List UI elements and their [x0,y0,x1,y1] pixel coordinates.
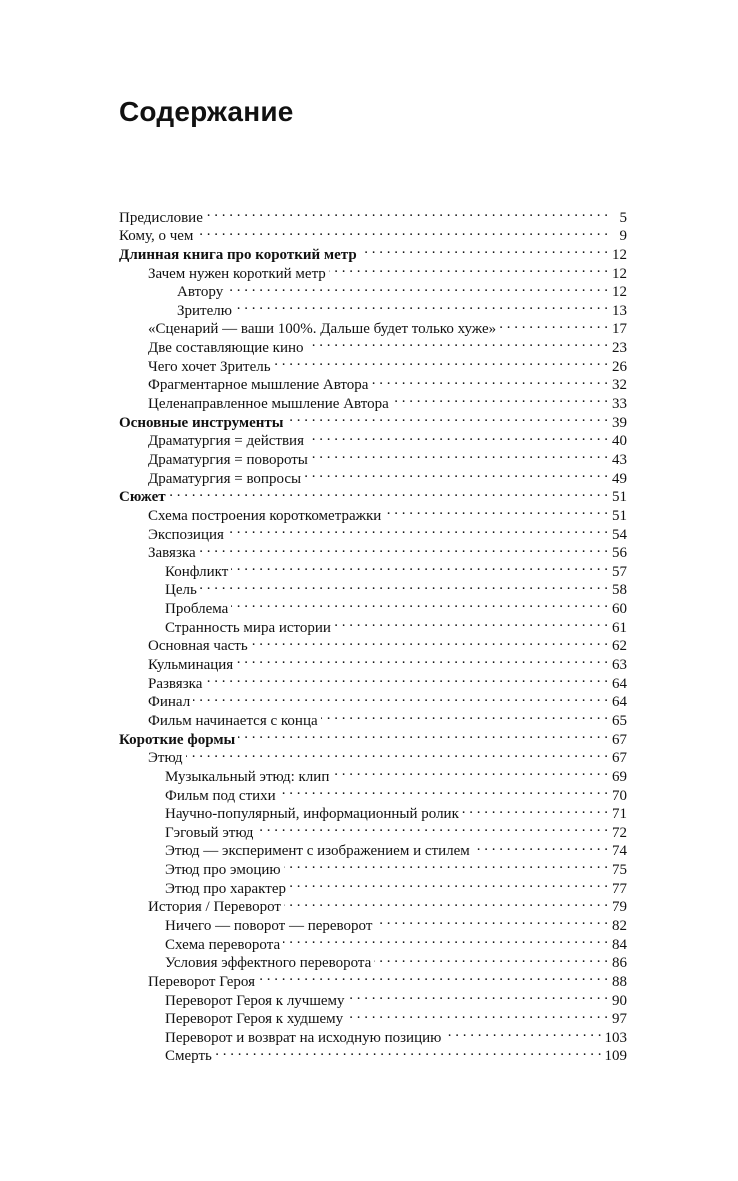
dot-leader [304,464,608,483]
toc-entry-page: 79 [612,899,627,916]
toc-entry-page: 88 [612,973,627,990]
dot-leader [334,613,608,632]
toc-entry-title: Схема построения короткометражки [148,507,382,524]
toc-entry-page: 62 [612,638,627,655]
toc-entry-page: 109 [604,1048,627,1065]
toc-entry-title: Основные инструменты [119,414,284,431]
toc-entry-title: Зрителю [177,302,232,319]
toc-entry-page: 63 [612,657,627,674]
dot-leader [193,688,608,707]
dot-leader [251,632,608,651]
dot-leader [321,706,608,725]
dot-leader [289,874,608,893]
toc-entry-title: Целенаправленное мышление Автора [148,396,389,413]
toc-entry-title: Конфликт [165,563,229,580]
dot-leader [346,1005,608,1024]
toc-entry-title: История / Переворот [148,899,281,916]
dot-leader [231,557,608,576]
toc-entry-title: Переворот Героя к лучшему [165,992,345,1009]
toc-entry-title: Этюд [148,750,183,767]
dot-leader [274,352,608,371]
dot-leader [375,911,608,930]
toc-entry-title: Гэговый этюд [165,824,254,841]
toc-entry-title: Завязка [148,545,196,562]
toc-entry-page: 103 [604,1029,627,1046]
toc-entry-page: 32 [612,377,627,394]
toc-entry-page: 74 [612,843,627,860]
dot-leader [473,837,608,856]
dot-leader [384,501,608,520]
dot-leader [238,725,608,744]
dot-leader [226,278,608,297]
dot-leader [360,240,608,259]
toc-entry-page: 69 [612,768,627,785]
toc-entry-title: Короткие формы [119,731,236,748]
toc-entry-title: Предисловие [119,209,203,226]
toc-entry-title: Драматургия = повороты [148,451,308,468]
dot-leader [348,986,608,1005]
toc-entry-page: 12 [612,284,627,301]
toc-entry-page: 49 [612,470,627,487]
toc-entry-page: 64 [612,694,627,711]
toc-entry-title: Сюжет [119,489,166,506]
toc-entry-page: 33 [612,396,627,413]
dot-leader [215,1042,602,1061]
toc-entry-page: 13 [612,302,627,319]
toc-entry-title: Кому, о чем [119,228,194,245]
toc-entry-page: 72 [612,824,627,841]
toc-entry-page: 39 [612,414,627,431]
toc-entry-page: 51 [612,489,627,506]
dot-leader [206,203,608,222]
toc-entry-page: 58 [612,582,627,599]
dot-leader [392,389,608,408]
toc-entry-page: 54 [612,526,627,543]
toc-entry-page: 5 [619,209,627,226]
toc-entry-page: 26 [612,358,627,375]
toc-entry-page: 17 [612,321,627,338]
toc-entry-title: Проблема [165,601,229,618]
dot-leader [258,967,608,986]
toc-entry-page: 82 [612,917,627,934]
dot-leader [256,818,608,837]
toc-entry-page: 12 [612,265,627,282]
toc-entry-title: Цель [165,582,197,599]
page-title: Содержание [119,96,294,127]
toc-entry-page: 77 [612,880,627,897]
dot-leader [287,408,609,427]
toc-entry[interactable] [119,203,627,226]
toc-entry-title: Этюд — эксперимент с изображением и стилем [165,843,470,860]
toc-entry-title: Музыкальный этюд: клип [165,768,330,785]
toc-entry-page: 70 [612,787,627,804]
toc-entry[interactable] [119,483,627,506]
toc-entry-page: 60 [612,601,627,618]
toc-entry-page: 65 [612,712,627,729]
dot-leader [284,855,608,874]
toc-entry-title: Фильм начинается с конца [148,712,318,729]
toc-entry-title: Экспозиция [148,526,224,543]
toc-entry-title: Чего хочет Зритель [148,358,271,375]
toc-entry-title: Драматургия = действия [148,433,304,450]
toc-entry-title: Кульминация [148,657,234,674]
toc-entry-page: 51 [612,507,627,524]
dot-leader [371,371,608,390]
toc-entry-title: Условия эффектного переворота [165,955,372,972]
dot-leader [199,539,608,558]
dot-leader [329,259,608,278]
toc-entry-title: Смерть [165,1048,212,1065]
table-of-contents [119,203,627,1065]
dot-leader [499,315,608,334]
toc-entry-page: 97 [612,1011,627,1028]
toc-entry[interactable] [119,762,627,785]
toc-entry-title: Финал [148,694,191,711]
dot-leader [283,930,608,949]
toc-entry-title: Основная часть [148,638,248,655]
dot-leader [307,427,608,446]
toc-entry-page: 75 [612,862,627,879]
toc-entry-title: Этюд про характер [165,880,286,897]
dot-leader [235,296,608,315]
toc-entry-page: 40 [612,433,627,450]
dot-leader [227,520,608,539]
toc-entry-title: Зачем нужен короткий метр [148,265,326,282]
toc-entry[interactable] [119,240,627,263]
toc-entry-page: 61 [612,619,627,636]
toc-entry-page: 23 [612,340,627,357]
toc-entry-page: 57 [612,563,627,580]
toc-entry-page: 43 [612,451,627,468]
toc-entry[interactable] [119,706,627,729]
toc-entry[interactable] [119,688,627,711]
toc-entry[interactable] [119,501,627,524]
dot-leader [200,576,608,595]
toc-entry-page: 84 [612,936,627,953]
toc-entry-title: Драматургия = вопросы [148,470,302,487]
toc-entry-title: Длинная книга про короткий метр [119,246,357,263]
dot-leader [307,333,608,352]
toc-entry-page: 64 [612,675,627,692]
toc-entry-title: Две составляющие кино [148,340,304,357]
toc-entry-page: 71 [612,806,627,823]
dot-leader [236,650,608,669]
toc-entry-title: «Сценарий — ваши 100%. Дальше будет только хуже» [148,321,497,338]
toc-entry-page: 67 [612,731,627,748]
dot-leader [205,669,608,688]
toc-entry-page: 9 [619,228,627,245]
toc-entry-title: Переворот Героя к худшему [165,1011,344,1028]
toc-entry-page: 67 [612,750,627,767]
toc-entry-title: Фильм под стихи [165,787,276,804]
dot-leader [444,1023,601,1042]
dot-leader [374,949,608,968]
toc-entry-title: Научно-популярный, информационный ролик [165,806,459,823]
toc-entry-page: 12 [612,246,627,263]
dot-leader [196,222,608,241]
toc-entry-page: 56 [612,545,627,562]
toc-entry-title: Автору [177,284,224,301]
dot-leader [169,483,608,502]
toc-entry-title: Этюд про эмоцию [165,862,281,879]
dot-leader [332,762,608,781]
toc-entry-title: Переворот и возврат на исходную позицию [165,1029,442,1046]
toc-entry-title: Развязка [148,675,203,692]
dot-leader [462,800,608,819]
dot-leader [284,893,608,912]
toc-entry-page: 90 [612,992,627,1009]
toc-entry-title: Схема переворота [165,936,281,953]
toc-entry-page: 86 [612,955,627,972]
toc-entry-title: Ничего — поворот — переворот [165,917,373,934]
dot-leader [279,781,608,800]
toc-entry-title: Странность мира истории [165,619,331,636]
dot-leader [231,594,608,613]
toc-entry[interactable] [119,744,627,767]
dot-leader [311,445,608,464]
dot-leader [186,744,608,763]
toc-entry-title: Переворот Героя [148,973,256,990]
toc-entry-title: Фрагментарное мышление Автора [148,377,369,394]
